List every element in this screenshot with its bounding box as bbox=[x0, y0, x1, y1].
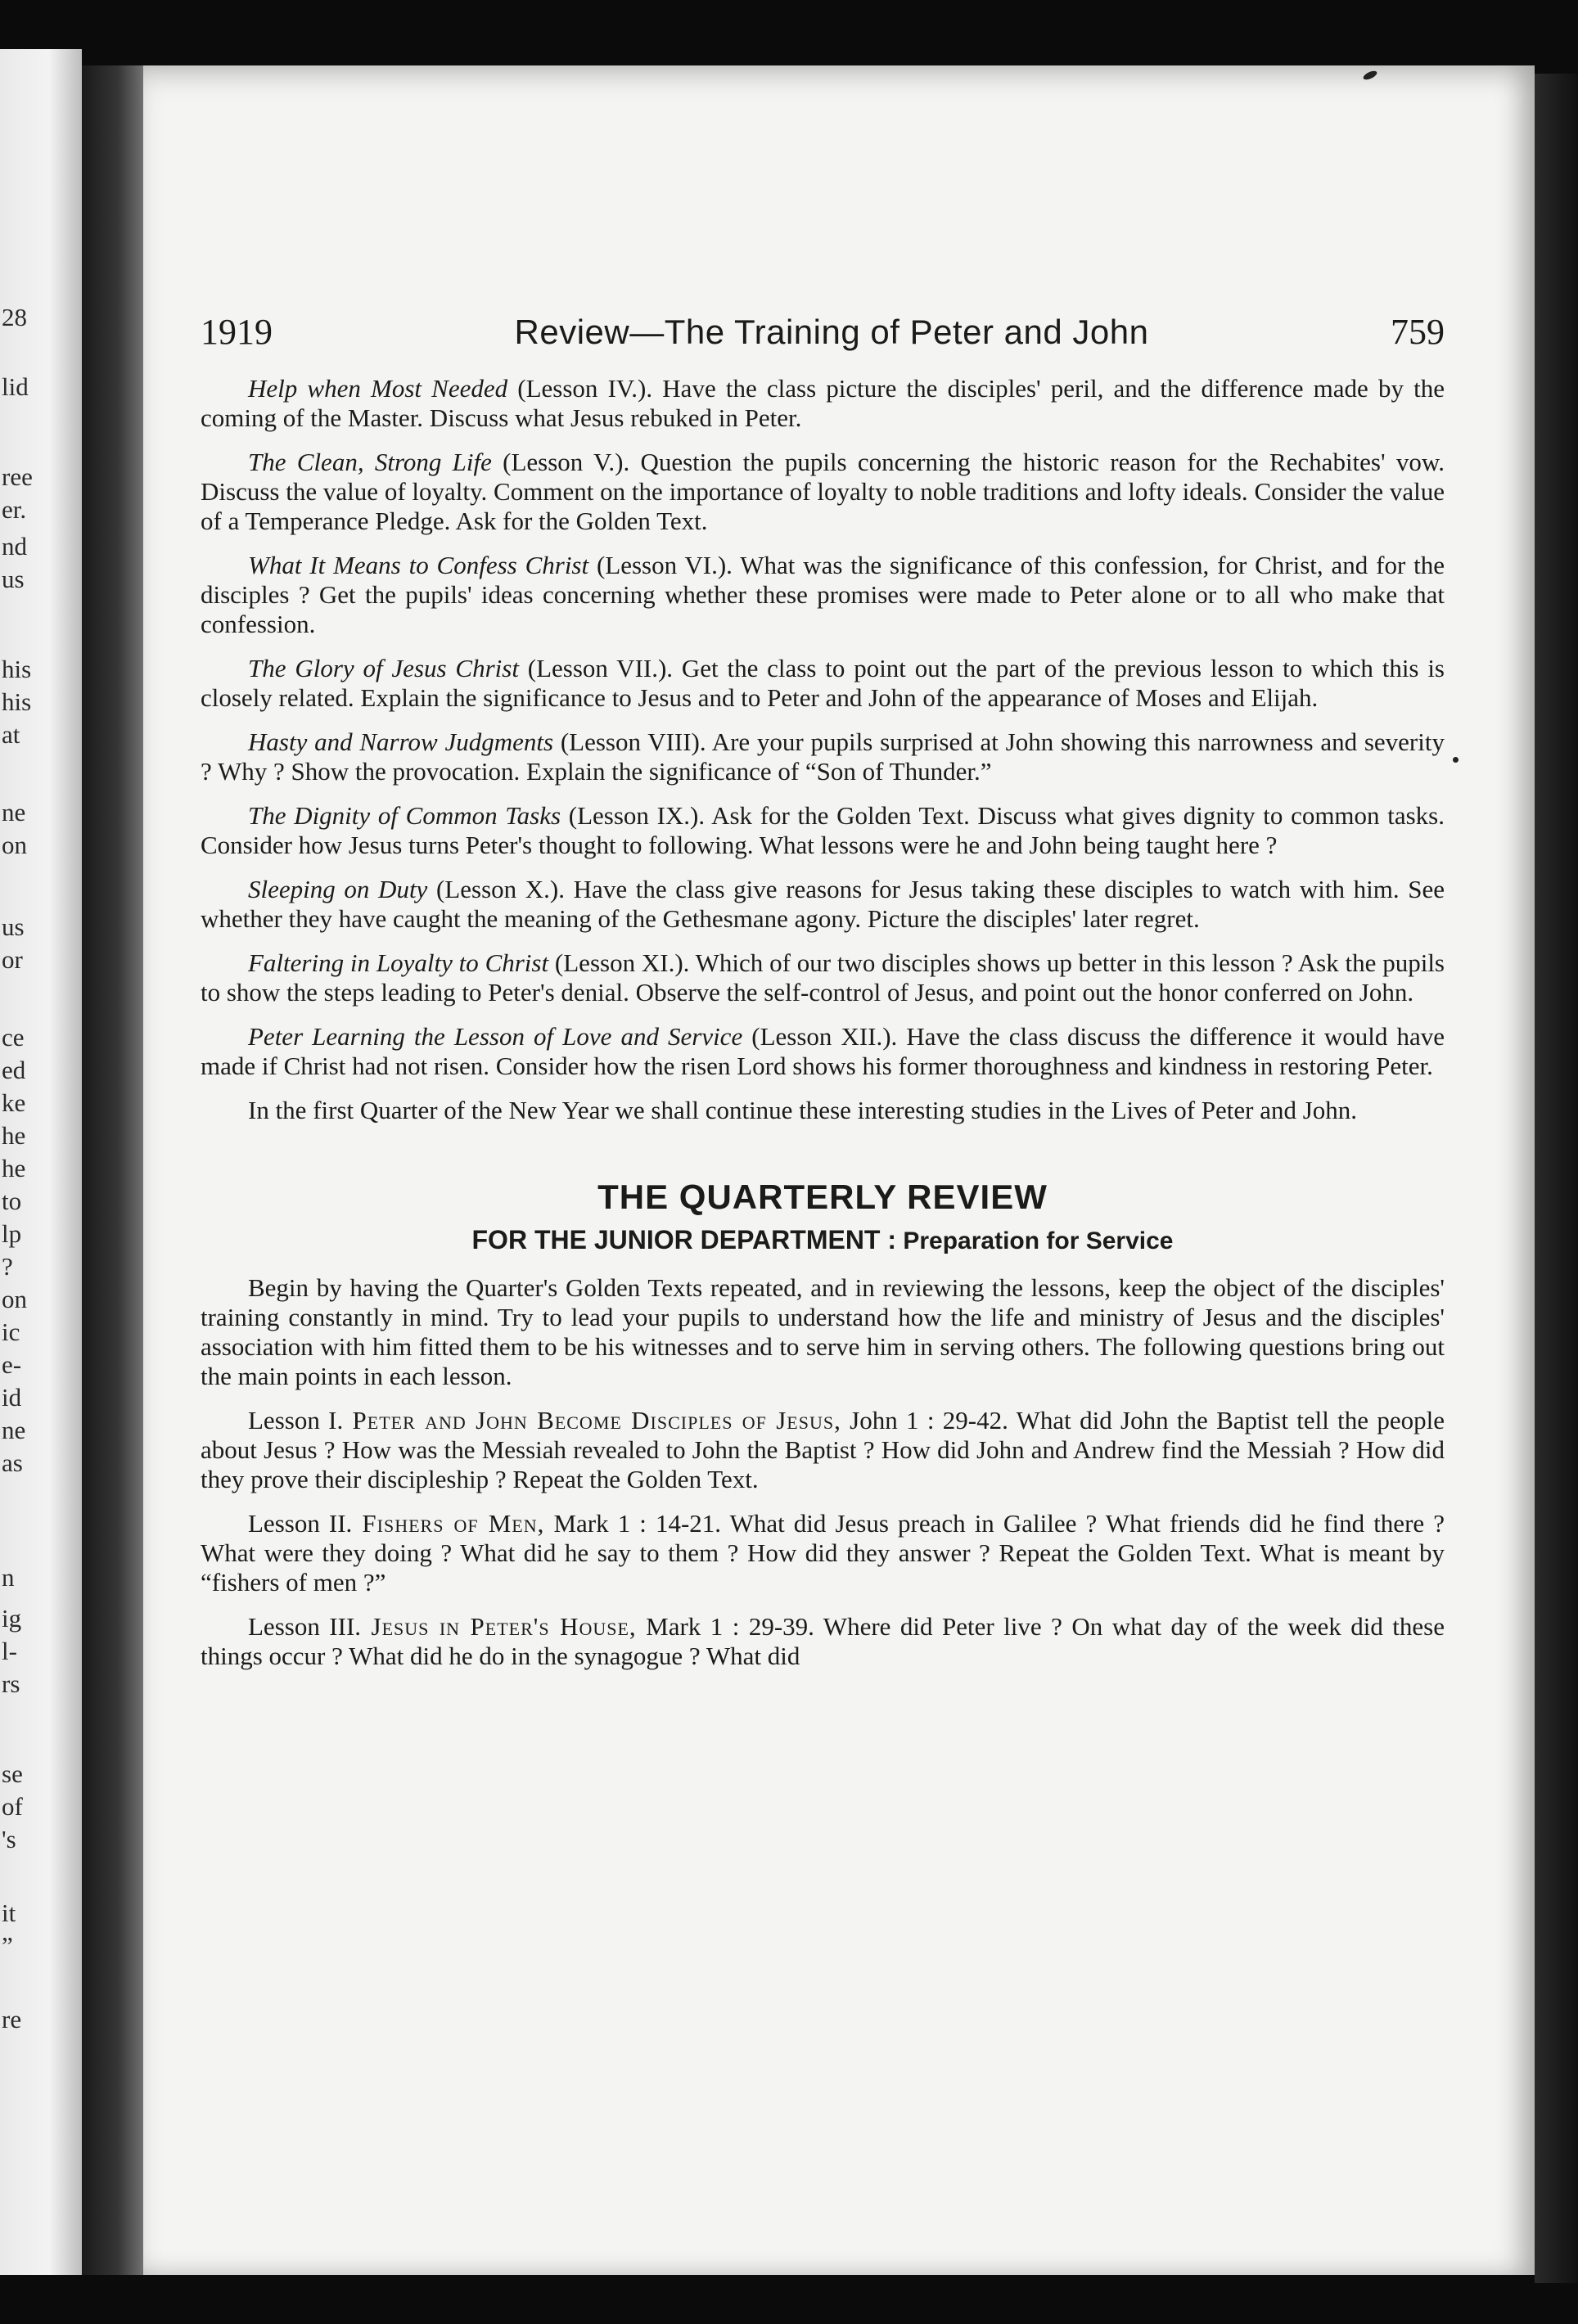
junior-lessons bbox=[201, 1406, 1445, 1671]
running-header bbox=[201, 311, 1445, 353]
page-content bbox=[201, 311, 1445, 1686]
review-paragraph bbox=[201, 654, 1445, 713]
review-lesson-text: Get the class to point out the part of the previous lesson to which this is closely related. Explain the significance to Jesus and to Peter and John of the appearance of Moses and Elijah. bbox=[201, 654, 1445, 712]
junior-lesson-paragraph bbox=[201, 1612, 1445, 1671]
review-lesson-text: Ask for the Golden Text. Discuss what gives dignity to common tasks. Consider how Jesus turns Peter's thought to following. What lessons were he and John being taught here ? bbox=[201, 801, 1445, 859]
left-page-fragment: ne bbox=[2, 1416, 26, 1444]
review-lesson-text: Have the class give reasons for Jesus taking these disciples to watch with him. See whether they have caught the meaning of the Gethesmane agony. Picture the disciples' later regret. bbox=[201, 875, 1445, 933]
junior-lesson-label: Lesson I. bbox=[248, 1406, 344, 1434]
left-page-fragment: he bbox=[2, 1121, 26, 1150]
junior-lesson-label: Lesson III. bbox=[248, 1612, 362, 1641]
left-page-fragment: ” bbox=[2, 1931, 13, 1960]
left-page-fragment: id bbox=[2, 1383, 22, 1412]
closing-paragraph: In the first Quarter of the New Year we shall continue these interesting studies in the Lives of Peter and John. bbox=[248, 1096, 1358, 1124]
review-lesson-number: (Lesson XII.). bbox=[742, 1022, 898, 1051]
review-lesson-title: Peter Learning the Lesson of Love and Service bbox=[248, 1022, 743, 1051]
left-page-fragment: it bbox=[2, 1898, 16, 1927]
review-lesson-title: The Glory of Jesus Christ bbox=[248, 654, 519, 682]
header-year: 1919 bbox=[201, 312, 273, 352]
ink-speck bbox=[1362, 70, 1378, 82]
left-page-fragment: lp bbox=[2, 1219, 22, 1248]
page-edge bbox=[1535, 74, 1578, 2283]
left-page-fragment: he bbox=[2, 1154, 26, 1182]
review-lesson-text: Have the class discuss the difference it would have made if Christ had not risen. Consider how the risen Lord shows his former thoroughness and kindness in restoring Peter. bbox=[201, 1022, 1445, 1080]
left-page-fragment: ce bbox=[2, 1023, 25, 1052]
review-lesson-text: Have the class picture the disciples' peril, and the difference made by the coming of the Master. Discuss what Jesus rebuked in Peter. bbox=[201, 374, 1445, 432]
review-lesson-title: Help when Most Needed bbox=[248, 374, 508, 403]
junior-lesson-topic: Fishers of Men, bbox=[352, 1509, 545, 1538]
left-page-fragment: 28 bbox=[2, 303, 27, 331]
review-lesson-number: (Lesson X.). bbox=[427, 875, 566, 903]
left-page-fragment: on bbox=[2, 831, 27, 859]
left-page-fragment: re bbox=[2, 2005, 22, 2034]
left-page-fragment: us bbox=[2, 912, 25, 941]
review-lesson-title: The Clean, Strong Life bbox=[248, 448, 492, 476]
left-page-fragment: or bbox=[2, 945, 23, 974]
left-page-fragment: his bbox=[2, 687, 32, 716]
review-paragraph bbox=[201, 948, 1445, 1007]
review-lesson-title: The Dignity of Common Tasks bbox=[248, 801, 561, 830]
review-lesson-text: Question the pupils concerning the historic reason for the Rechabites' vow. Discuss the value of loyalty. Comment on the importance of loyalty to noble traditions and lofty ideals. Consider the value of a Temperance Pledge. Ask for the Golden Text. bbox=[201, 448, 1445, 535]
subtitle-department: FOR THE JUNIOR DEPARTMENT : bbox=[471, 1225, 897, 1254]
left-page-fragment: to bbox=[2, 1187, 22, 1215]
left-page-fragment: n bbox=[2, 1563, 15, 1592]
header-title: Review—The Training of Peter and John bbox=[514, 313, 1149, 351]
left-page-fragment: of bbox=[2, 1792, 23, 1821]
section-intro: Begin by having the Quarter's Golden Texts repeated, and in reviewing the lessons, keep the object of the disciples' training constantly in mind. Try to lead your pupils to understand how the life and ministry of Jesus and the disciples' association with him fitted them to be his witnesses and to serve him in serving others. The following questions bring out the main points in each lesson. bbox=[201, 1273, 1445, 1390]
review-lesson-number: (Lesson IX.). bbox=[561, 801, 706, 830]
left-page-fragment: on bbox=[2, 1285, 27, 1313]
review-lesson-number: (Lesson V.). bbox=[491, 448, 630, 476]
review-lesson-title: What It Means to Confess Christ bbox=[248, 551, 589, 579]
junior-lesson-topic: Peter and John Become Disciples of Jesus, bbox=[343, 1406, 841, 1434]
left-page-fragment: se bbox=[2, 1759, 23, 1788]
left-facing-page bbox=[0, 49, 82, 2275]
review-lesson-number: (Lesson VII.). bbox=[518, 654, 674, 682]
left-page-fragment: ic bbox=[2, 1317, 20, 1346]
left-page-fragment: nd bbox=[2, 532, 27, 561]
left-page-fragment: his bbox=[2, 655, 32, 683]
review-lesson-text: Are your pupils surprised at John showing this narrowness and severity ? Why ? Show the provocation. Explain the significance of “Son of Thunder.” bbox=[201, 727, 1445, 786]
review-paragraph bbox=[201, 1022, 1445, 1081]
left-page-fragment: ree bbox=[2, 462, 33, 491]
junior-lesson-text: Mark 1 : 14-21. What did Jesus preach in Galilee ? What friends did he find there ? What were they doing ? What did he say to them ? How did they answer ? Repeat the Golden Text. What is meant by “fishers of men ?” bbox=[201, 1509, 1445, 1597]
left-page-fragment: e- bbox=[2, 1350, 22, 1379]
review-paragraph bbox=[201, 374, 1445, 433]
review-lesson-number: (Lesson VI.). bbox=[588, 551, 733, 579]
review-lesson-title: Faltering in Loyalty to Christ bbox=[248, 948, 549, 977]
left-page-fragment: ? bbox=[2, 1252, 13, 1281]
left-page-fragment: 's bbox=[2, 1825, 16, 1853]
review-items bbox=[201, 374, 1445, 1081]
review-paragraph bbox=[201, 448, 1445, 536]
review-lesson-text: Which of our two disciples shows up better in this lesson ? Ask the pupils to show the steps leading to Peter's denial. Observe the self-control of Jesus, and point out the honor conferred on John. bbox=[201, 948, 1445, 1007]
left-page-fragment: as bbox=[2, 1448, 23, 1477]
subtitle-rest: Preparation for Service bbox=[896, 1227, 1174, 1254]
junior-lesson-label: Lesson II. bbox=[248, 1509, 353, 1538]
review-lesson-text: What was the significance of this confession, for Christ, and for the disciples ? Get the pupils' ideas concerning whether these promises were made to Peter alone or to all who make that confession. bbox=[201, 551, 1445, 638]
left-page-fragment: rs bbox=[2, 1669, 20, 1698]
section-title: THE QUARTERLY REVIEW bbox=[597, 1178, 1048, 1216]
junior-lesson-paragraph bbox=[201, 1509, 1445, 1597]
review-lesson-title: Hasty and Narrow Judgments bbox=[248, 727, 554, 756]
review-lesson-number: (Lesson VIII). bbox=[553, 727, 706, 756]
left-page-fragment: ne bbox=[2, 798, 26, 826]
junior-lesson-paragraph bbox=[201, 1406, 1445, 1494]
review-paragraph bbox=[201, 801, 1445, 860]
ink-speck bbox=[1453, 757, 1459, 763]
review-paragraph bbox=[201, 875, 1445, 934]
section-subtitle bbox=[201, 1225, 1445, 1255]
left-page-fragment: lid bbox=[2, 372, 29, 401]
review-lesson-title: Sleeping on Duty bbox=[248, 875, 428, 903]
review-lesson-number: (Lesson IV.). bbox=[507, 374, 653, 403]
junior-lesson-text: Mark 1 : 29-39. Where did Peter live ? On what day of the week did these things occur ? What did he do in the synagogue ? What did bbox=[201, 1612, 1445, 1670]
review-lesson-number: (Lesson XI.). bbox=[548, 948, 690, 977]
left-page-fragment: ig bbox=[2, 1604, 22, 1633]
review-paragraph bbox=[201, 551, 1445, 639]
left-page-fragment: us bbox=[2, 565, 25, 593]
left-page-fragment: ed bbox=[2, 1056, 26, 1084]
book-page bbox=[143, 65, 1535, 2275]
left-page-fragment: ke bbox=[2, 1088, 26, 1117]
left-page-fragment: at bbox=[2, 720, 20, 749]
junior-lesson-text: John 1 : 29-42. What did John the Baptist tell the people about Jesus ? How was the Messiah revealed to John the Baptist ? How did John and Andrew find the Messiah ? How did they prove their discipleship ? Repeat the Golden Text. bbox=[201, 1406, 1445, 1493]
page-number: 759 bbox=[1390, 312, 1445, 352]
review-paragraph bbox=[201, 727, 1445, 786]
left-page-fragment: er. bbox=[2, 495, 27, 524]
junior-lesson-topic: Jesus in Peter's House, bbox=[361, 1612, 637, 1641]
left-page-fragment: l- bbox=[2, 1637, 17, 1665]
book-gutter bbox=[82, 65, 147, 2275]
